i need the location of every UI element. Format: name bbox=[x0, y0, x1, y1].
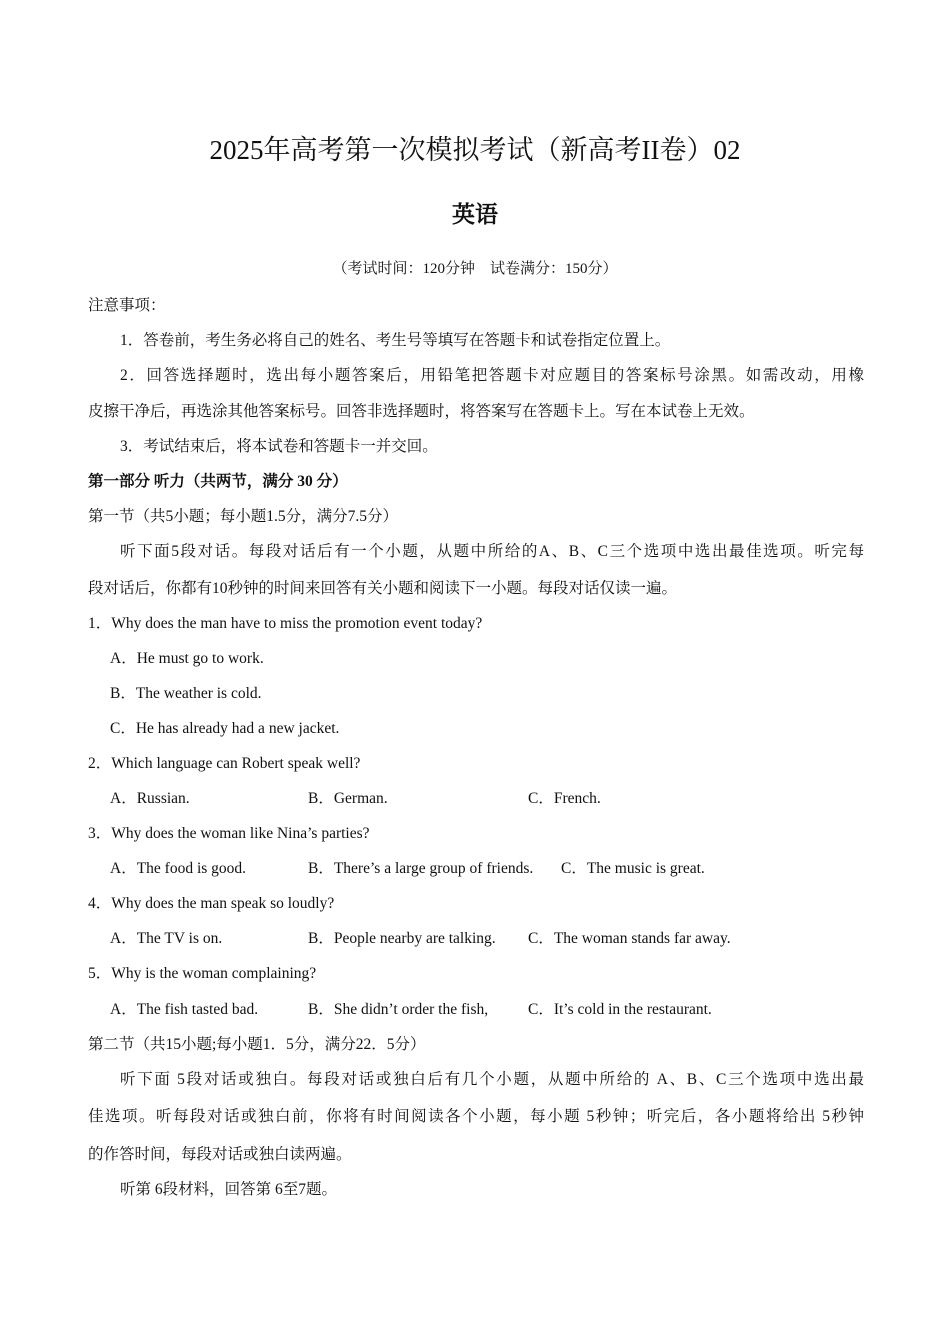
notice-item-2-line-1: 2．回答选择题时，选出每小题答案后，用铅笔把答题卡对应题目的答案标号涂黑。如需改动，用橡 bbox=[120, 367, 864, 384]
question-1-option-b: B．The weather is cold. bbox=[110, 685, 262, 702]
section1-heading: 第一节（共5小题；每小题1.5分，满分7.5分） bbox=[88, 508, 399, 525]
question-1-option-c: C．He has already had a new jacket. bbox=[110, 720, 340, 737]
section1-instructions-line-1: 听下面5段对话。每段对话后有一个小题，从题中所给的A、B、C三个选项中选出最佳选项。听完每 bbox=[120, 543, 864, 560]
question-3-option-a: A．The food is good. bbox=[110, 860, 247, 877]
notice-item-3: 3．考试结束后，将本试卷和答题卡一并交回。 bbox=[120, 438, 438, 455]
notice-heading: 注意事项： bbox=[88, 297, 166, 314]
question-2-option-b: B．German. bbox=[308, 790, 388, 807]
exam-title: 2025年高考第一次模拟考试（新高考II卷）02 bbox=[209, 135, 741, 165]
question-4-stem: 4．Why does the man speak so loudly? bbox=[88, 895, 335, 912]
part1-heading: 第一部分 听力（共两节，满分 30 分） bbox=[88, 473, 348, 490]
question-2-option-c: C．French. bbox=[528, 790, 601, 807]
section2-instructions-line-3: 的作答时间，每段对话或独白读两遍。 bbox=[88, 1146, 352, 1163]
notice-item-1: 1．答卷前，考生务必将自己的姓名、考生号等填写在答题卡和试卷指定位置上。 bbox=[120, 332, 671, 349]
question-5-option-c: C．It’s cold in the restaurant. bbox=[528, 1001, 712, 1018]
question-4-option-a: A．The TV is on. bbox=[110, 930, 223, 947]
question-5-option-a: A．The fish tasted bad. bbox=[110, 1001, 259, 1018]
subject-title: 英语 bbox=[452, 202, 498, 227]
question-3-option-c: C．The music is great. bbox=[561, 860, 705, 877]
material-6-instruction: 听第 6段材料，回答第 6至7题。 bbox=[120, 1181, 338, 1198]
question-4-option-c: C．The woman stands far away. bbox=[528, 930, 731, 947]
exam-info: （考试时间：120分钟 试卷满分：150分） bbox=[332, 261, 618, 277]
question-2-stem: 2．Which language can Robert speak well? bbox=[88, 755, 361, 772]
question-5-option-b: B．She didn’t order the fish, bbox=[308, 1001, 489, 1018]
question-5-stem: 5．Why is the woman complaining? bbox=[88, 965, 317, 982]
question-2-option-a: A．Russian. bbox=[110, 790, 190, 807]
section2-instructions-line-1: 听下面 5段对话或独白。每段对话或独白后有几个小题，从题中所给的 A、B、C三个选项中选出最 bbox=[120, 1071, 864, 1088]
question-3-stem: 3．Why does the woman like Nina’s parties? bbox=[88, 825, 370, 842]
section2-heading: 第二节（共15小题;每小题1．5分，满分22．5分） bbox=[88, 1036, 426, 1053]
section2-instructions-line-2: 佳选项。听每段对话或独白前，你将有时间阅读各个小题，每小题 5秒钟；听完后，各小题将给出 5秒钟 bbox=[88, 1108, 864, 1125]
question-4-option-b: B．People nearby are talking. bbox=[308, 930, 496, 947]
question-1-stem: 1．Why does the man have to miss the promotion event today? bbox=[88, 615, 483, 632]
section1-instructions-line-2: 段对话后，你都有10秒钟的时间来回答有关小题和阅读下一小题。每段对话仅读一遍。 bbox=[88, 580, 678, 597]
notice-item-2-line-2: 皮擦干净后，再选涂其他答案标号。回答非选择题时，将答案写在答题卡上。写在本试卷上无效。 bbox=[88, 403, 755, 420]
question-1-option-a: A．He must go to work. bbox=[110, 650, 264, 667]
question-3-option-b: B．There’s a large group of friends. bbox=[308, 860, 534, 877]
